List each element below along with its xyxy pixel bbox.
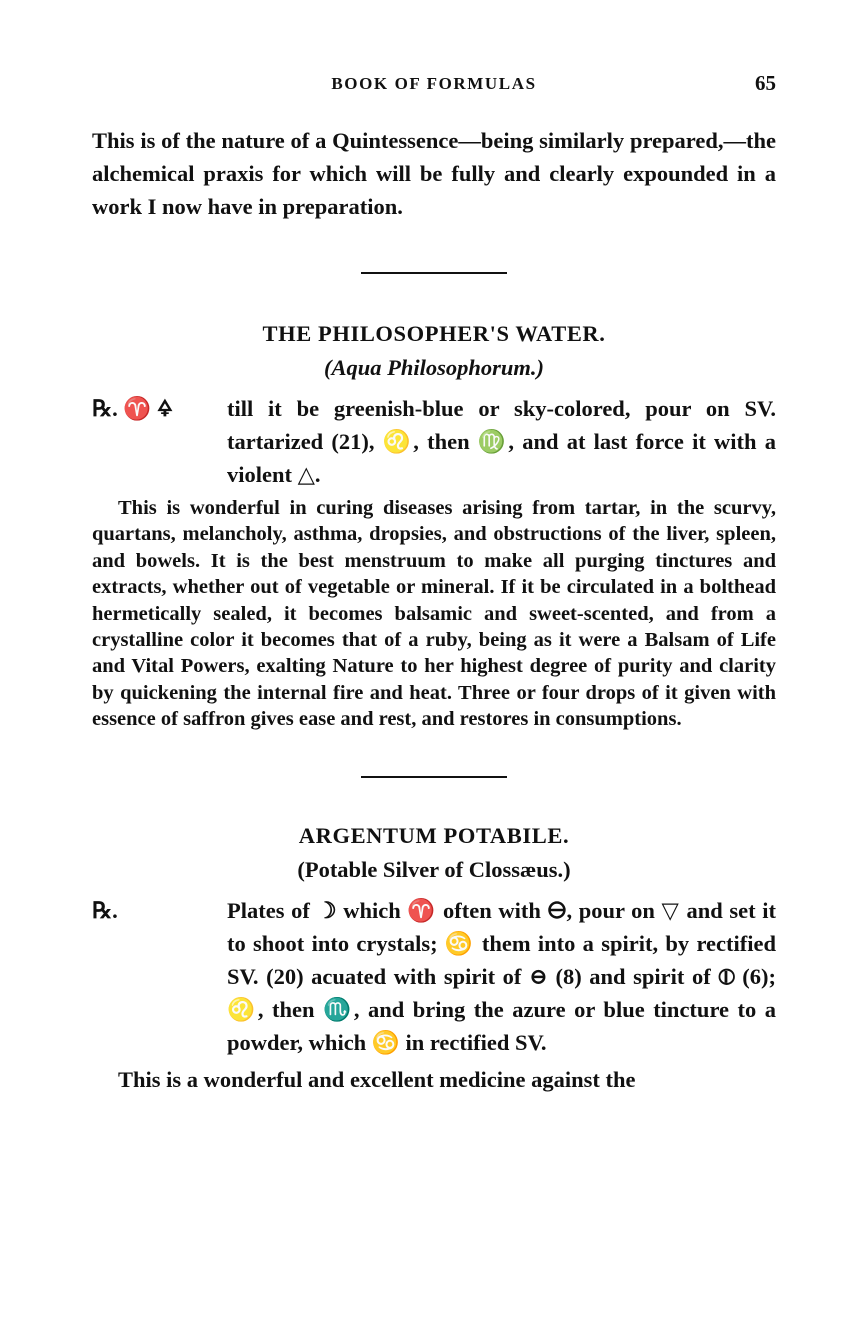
running-head <box>92 70 776 102</box>
section-subtitle-aqua-philosophorum: (Aqua Philosophorum.) <box>323 355 545 380</box>
recipe-instructions: till it be greenish-blue or sky-colored, pour on SV. tartarized (21), ♌, then ♍, and at last force it with a violent △. <box>227 396 776 487</box>
section-divider <box>361 776 507 778</box>
recipe-symbol-mark: ℞. <box>92 897 118 923</box>
recipe-argentum-potabile <box>92 894 776 1059</box>
section-title-argentum-potabile: ARGENTUM POTABILE. <box>298 822 570 848</box>
section-subtitle-potable-silver: (Potable Silver of Clossæus.) <box>297 856 571 882</box>
recipe-philosophers-water <box>92 392 776 491</box>
section-title-philosophers-water: THE PHILOSOPHER'S WATER. <box>262 321 606 346</box>
recipe-instructions: Plates of ☽ which ♈ often with 🜔, pour on ▽ and set it to shoot into crystals; ♋ them into a spirit, by rectified SV. (20) acuated with spirit of ⊖ (8) and spirit of ⦶ (6); ♌, then ♏, and bring the azure or blue tincture to a powder, which ♋ in rectified SV. <box>227 897 776 1055</box>
section-divider <box>361 272 507 274</box>
page-number: 65 <box>755 71 776 95</box>
book-page <box>92 70 776 1096</box>
closing-paragraph: This is a wonderful and excellent medicine against the <box>118 1066 636 1092</box>
intro-paragraph: This is of the nature of a Quintessence—being similarly prepared,—the alchemical praxis for which will be fully and clearly expounded in a work I now have in preparation. <box>92 128 776 219</box>
recipe-symbol-mark: ℞. ♈ 🜍 <box>92 396 173 421</box>
running-title: BOOK OF FORMULAS <box>331 74 537 93</box>
description-philosophers-water: This is wonderful in curing diseases arising from tartar, in the scurvy, quartans, melancholy, asthma, dropsies, and obstructions of the liver, spleen, and bowels. It is the best menstruum to make all purging tinctures and extracts, whether out of vegetable or mineral. If it be circulated in a bolthead hermetically sealed, it becomes balsamic and sweet-scented, and from a crystalline color it becomes that of a ruby, being as it were a Balsam of Life and Vital Powers, exalting Nature to her highest degree of purity and clarity by quickening the internal fire and heat. Three or four drops of it given with essence of saffron gives ease and rest, and restores in consumptions. <box>92 497 776 731</box>
